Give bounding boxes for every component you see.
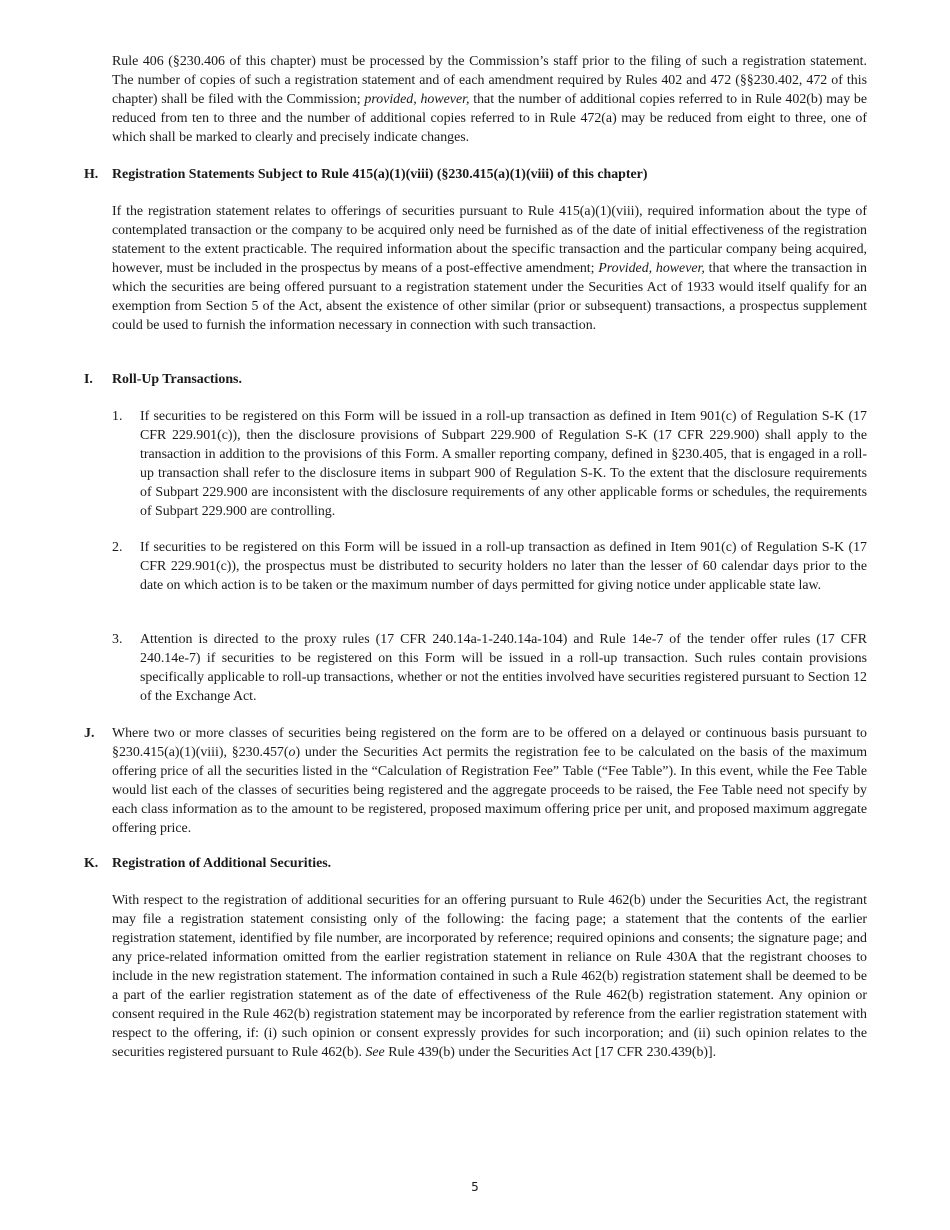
list-item-text: If securities to be registered on this Form will be issued in a roll-up transaction as defined in Item 901(c) of Regulation S-K (17 CFR 229.901(c)), the prospectus must be distributed to security holders no later than the lesser of 60 calendar days prior to the date on which action is to be taken or the maximum number of days permitted for giving notice under applicable state law. [140, 540, 867, 593]
list-item-number: 2. [112, 540, 123, 555]
section-k-heading [84, 854, 867, 873]
intro-paragraph: Rule 406 (§230.406 of this chapter) must be processed by the Commission’s staff prior to the filing of such a registration statement. The number of copies of such a registration statement and of each amendment required by Rules 402 and 472 (§§230.402, 472 of this chapter) shall be filed with the Commission; provided, however, that the number of additional copies referred to in Rule 402(b) may be reduced from ten to three and the number of additional copies referred to in Rule 472(a) may be reduced from eight to three, one of which shall be marked to clearly and precisely indicate changes. [112, 54, 868, 145]
page-number: 5 [471, 1180, 479, 1194]
section-k-title: Registration of Additional Securities. [112, 856, 332, 871]
section-j-paragraph: Where two or more classes of securities being registered on the form are to be offered on a delayed or continuous basis pursuant to §230.415(a)(1)(viii), §230.457(o) under the Securities Act permits the registration fee to be calculated on the basis of the maximum offering price of all the securities listed in the “Calculation of Registration Fee” Table (“Fee Table”). In this event, while the Fee Table would list each of the classes of securities being registered and the aggregate proceeds to be raised, the Fee Table need not specify by each class information as to the amount to be registered, proposed maximum offering price per unit, and proposed maximum aggregate offering price. [112, 726, 868, 836]
list-item-text: If securities to be registered on this Form will be issued in a roll-up transaction as defined in Item 901(c) of Regulation S-K (17 CFR 229.901(c)), then the disclosure provisions of Subpart 229.900 of Regulation S-K (17 CFR 229.900) shall apply to the transaction in addition to the provisions of this Form. A smaller reporting company, defined in §230.405, that is engaged in a roll-up transaction shall refer to the disclosure items in subpart 900 of Regulation S-K. To the extent that the disclosure requirements of Subpart 229.900 are inconsistent with the disclosure requirements of any other applicable forms or schedules, the requirements of Subpart 229.900 are controlling. [140, 409, 867, 519]
section-h-title: Registration Statements Subject to Rule 415(a)(1)(viii) (§230.415(a)(1)(viii) of this chapter) [112, 167, 648, 182]
section-i-heading [84, 370, 867, 389]
section-j-letter: J. [84, 726, 95, 741]
list-item-text: Attention is directed to the proxy rules (17 CFR 240.14a-1-240.14a-104) and Rule 14e-7 of the tender offer rules (17 CFR 240.14e-7) if securities to be registered on this Form will be issued in a roll-up transaction. Such rules contain provisions specifically applicable to roll-up transactions, whether or not the entities involved have securities registered pursuant to Section 12 of the Exchange Act. [140, 632, 867, 704]
section-k-letter: K. [84, 856, 99, 871]
section-h-heading [84, 165, 867, 184]
section-h-paragraph: If the registration statement relates to offerings of securities pursuant to Rule 415(a)(1)(viii), required information about the type of contemplated transaction or the company to be acquired only need be furnished as of the date of initial effectiveness of the registration statement to the extent practicable. The required information about the specific transaction and the particular company being acquired, however, must be included in the prospectus by means of a post-effective amendment; Provided, however, that where the transaction in which the securities are being offered pursuant to a registration statement under the Securities Act of 1933 would itself qualify for an exemption from Section 5 of the Act, absent the existence of other similar (prior or subsequent) transactions, a prospectus supplement could be used to furnish the information necessary in connection with such transaction. [112, 204, 867, 333]
list-item [112, 630, 867, 706]
list-item [112, 538, 867, 595]
section-k-paragraph: With respect to the registration of additional securities for an offering pursuant to Rule 462(b) under the Securities Act, the registrant may file a registration statement consisting only of the following: the facing page; a statement that the contents of the earlier registration statement, identified by file number, are incorporated by reference; required opinions and consents; the signature page; and any price-related information omitted from the earlier registration statement in reliance on Rule 430A that the registrant chooses to include in the new registration statement. The information contained in such a Rule 462(b) registration statement shall be deemed to be a part of the earlier registration statement as of the date of effectiveness of the Rule 462(b) registration statement. Any opinion or consent required in the Rule 462(b) registration statement may be incorporated by reference from the earlier registration statement with respect to the offering, if: (i) such opinion or consent expressly provides for such incorporation; and (ii) such opinion relates to the securities registered pursuant to Rule 462(b). See Rule 439(b) under the Securities Act [17 CFR 230.439(b)]. [112, 893, 867, 1060]
section-h-letter: H. [84, 167, 99, 182]
section-i-title: Roll-Up Transactions. [112, 372, 242, 387]
list-item-number: 1. [112, 409, 123, 424]
list-item-number: 3. [112, 632, 123, 647]
section-i-letter: I. [84, 372, 93, 387]
list-item [112, 407, 867, 521]
section-j [84, 724, 867, 838]
